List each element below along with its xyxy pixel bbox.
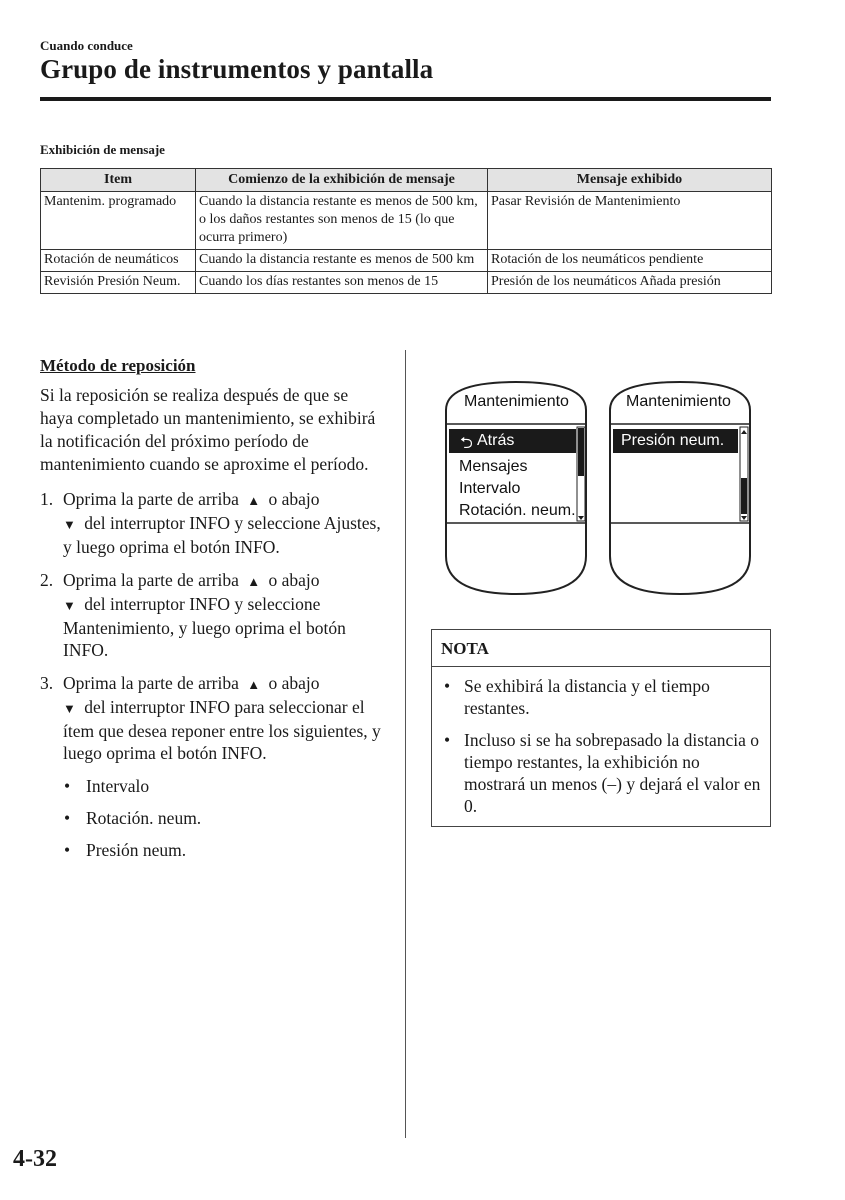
- reset-method-section: [40, 356, 385, 871]
- table-cell: Presión de los neumáticos Añada presión: [488, 272, 772, 294]
- step-number: 1.: [40, 489, 54, 509]
- up-triangle-icon: ▲: [247, 493, 261, 508]
- right-scrollbar-thumb: [741, 478, 747, 514]
- step-text: o abajo: [268, 489, 320, 509]
- down-triangle-icon: ▼: [63, 598, 76, 613]
- table-header-row: [41, 169, 772, 192]
- note-heading: NOTA: [432, 630, 770, 667]
- page-number: 4-32: [13, 1146, 57, 1172]
- step-text: del interruptor INFO y seleccione Ajustes, y luego oprima el botón INFO.: [63, 513, 381, 557]
- up-triangle-icon: ▲: [247, 574, 261, 589]
- right-display-frame: [610, 382, 750, 594]
- menu-item: Intervalo: [459, 480, 521, 497]
- step-text: Oprima la parte de arriba: [63, 570, 239, 590]
- step-text: del interruptor INFO y seleccione Mantenimiento, y luego oprima el botón INFO.: [63, 594, 346, 660]
- bullet-icon: •: [64, 840, 71, 860]
- step-item: [40, 488, 385, 558]
- left-scrollbar-thumb: [578, 428, 584, 476]
- table-row: [41, 250, 772, 272]
- step-number: 2.: [40, 570, 54, 590]
- section-label: Cuando conduce: [40, 38, 133, 53]
- table-cell: Cuando la distancia restante es menos de 500 km, o los daños restantes son menos de 15 (lo que ocurra primero): [196, 192, 488, 250]
- page-title: Grupo de instrumentos y pantalla: [40, 54, 434, 84]
- column-divider: [405, 350, 406, 1138]
- menu-item: Rotación. neum.: [459, 502, 576, 519]
- section-heading: Método de reposición: [40, 356, 196, 375]
- note-text: Incluso si se ha sobrepasado la distancia o tiempo restantes, la exhibición no mostrará un menos (–) y dejará el valor en 0.: [464, 730, 761, 816]
- step-item: [40, 672, 385, 764]
- table-row: [41, 192, 772, 250]
- message-table: [40, 168, 772, 294]
- step-text: o abajo: [268, 570, 320, 590]
- intro-paragraph: Si la reposición se realiza después de que se haya completado un mantenimiento, se exhibirá la notificación del próximo período de mantenimiento cuando se aproxime el período.: [40, 385, 376, 474]
- table-cell: Cuando la distancia restante es menos de 500 km: [196, 250, 488, 272]
- table-cell: Mantenim. programado: [41, 192, 196, 250]
- step-number: 3.: [40, 673, 54, 693]
- table-cell: Rotación de los neumáticos pendiente: [488, 250, 772, 272]
- menu-item: Mensajes: [459, 458, 528, 475]
- list-item-label: Intervalo: [86, 776, 150, 796]
- table-cell: Pasar Revisión de Mantenimiento: [488, 192, 772, 250]
- column-header: Mensaje exhibido: [488, 169, 772, 192]
- list-item: [40, 839, 385, 862]
- note-item: [432, 675, 770, 719]
- table-row: [41, 272, 772, 294]
- up-triangle-icon: ▲: [247, 677, 261, 692]
- table-cell: Rotación de neumáticos: [41, 250, 196, 272]
- list-item-label: Presión neum.: [86, 840, 187, 860]
- bullet-icon: •: [444, 676, 451, 696]
- bullet-icon: •: [444, 730, 451, 750]
- note-text: Se exhibirá la distancia y el tiempo restantes.: [464, 676, 710, 718]
- reset-items-list: [40, 775, 385, 862]
- step-item: [40, 569, 385, 661]
- step-text: Oprima la parte de arriba: [63, 673, 239, 693]
- list-item: [40, 775, 385, 798]
- table-cell: Cuando los días restantes son menos de 15: [196, 272, 488, 294]
- steps-list: [40, 488, 385, 764]
- list-item-label: Rotación. neum.: [86, 808, 202, 828]
- column-header: Comienzo de la exhibición de mensaje: [196, 169, 488, 192]
- right-display-title: Mantenimiento: [626, 393, 731, 410]
- bullet-icon: •: [64, 808, 71, 828]
- step-text: del interruptor INFO para seleccionar el ítem que desea reponer entre los siguientes, y luego oprima el botón INFO.: [63, 697, 381, 763]
- return-arrow-icon: ⮌: [460, 435, 473, 452]
- down-triangle-icon: ▼: [63, 701, 76, 716]
- note-box: [431, 629, 771, 827]
- left-display-title: Mantenimiento: [464, 393, 569, 410]
- step-text: Oprima la parte de arriba: [63, 489, 239, 509]
- step-text: o abajo: [268, 673, 320, 693]
- table-cell: Revisión Presión Neum.: [41, 272, 196, 294]
- column-header: Item: [41, 169, 196, 192]
- bullet-icon: •: [64, 776, 71, 796]
- note-item: [432, 729, 770, 817]
- display-illustration: [444, 378, 754, 598]
- list-item: [40, 807, 385, 830]
- note-list: [432, 667, 770, 817]
- menu-item-tire-pressure: Presión neum.: [621, 432, 725, 449]
- menu-item-back: Atrás: [477, 432, 515, 449]
- table-caption: Exhibición de mensaje: [40, 142, 165, 157]
- down-triangle-icon: ▼: [63, 517, 76, 532]
- title-rule: [40, 97, 771, 101]
